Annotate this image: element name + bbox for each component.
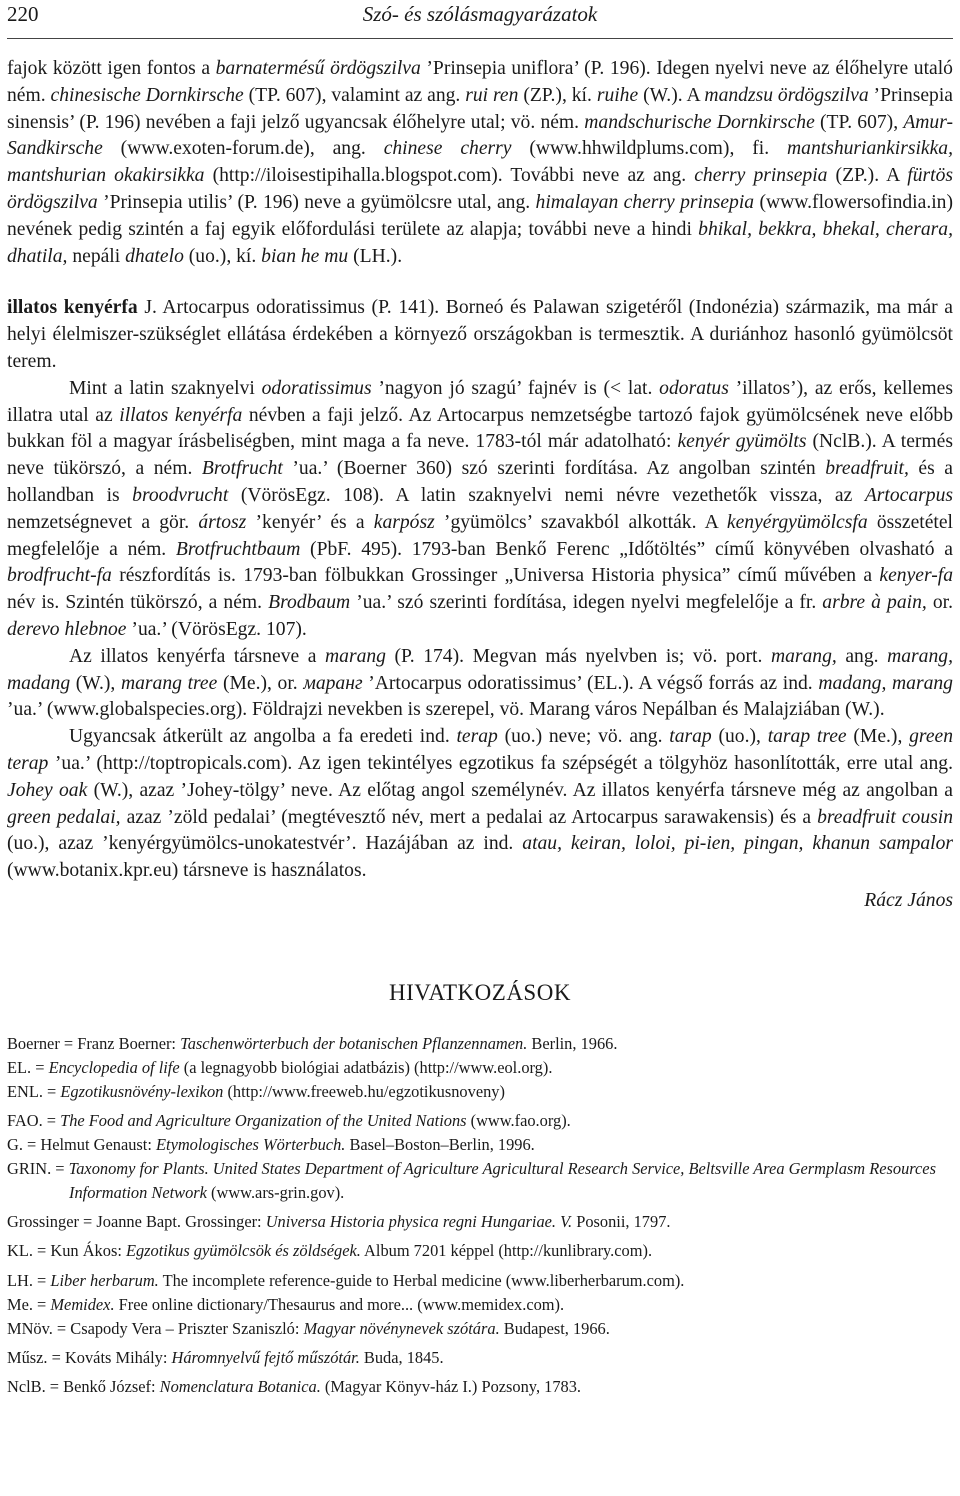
page-header	[7, 0, 953, 39]
text-run: (PbF. 495). 1793-ban Benkő Ferenc „Időtöltés” című könyvében olvasható a	[300, 538, 953, 560]
text-run: (TP. 607),	[814, 111, 904, 133]
text-run: (http://www.freeweb.hu/egzotikusnoveny)	[223, 1081, 505, 1101]
italic-text: breadfruit,	[825, 458, 909, 480]
reference-entry	[7, 1239, 953, 1263]
text-run: (www.ars-grin.gov).	[206, 1183, 345, 1203]
text-run: Free online dictionary/Thesaurus and more... (www.memidex.com).	[114, 1294, 565, 1314]
text-run: (uo.), azaz ’kenyérgyümölcs-unokatestvér’. Hazájában az ind.	[7, 833, 523, 855]
text-run: Az illatos kenyérfa társneve a	[69, 645, 325, 667]
entry-paragraph	[7, 644, 953, 724]
text-run: ’Prinsepia utilis’ (P. 196) neve a gyümölcsre utal, ang.	[97, 191, 536, 213]
text-run: Budapest, 1966.	[499, 1318, 610, 1338]
reference-entry	[7, 1157, 953, 1205]
italic-text: arbre à pain,	[822, 592, 927, 614]
italic-text: kenyérgyümölcsfa	[726, 511, 868, 533]
reference-entry	[7, 1293, 953, 1317]
entry-intro	[7, 297, 953, 372]
italic-text: Encyclopedia of life	[48, 1057, 180, 1077]
italic-text: mandzsu ördögszilva	[704, 84, 869, 106]
text-run: Berlin, 1966.	[527, 1033, 618, 1053]
italic-text: chinese cherry	[383, 138, 512, 160]
italic-text: mandschurische Dornkirsche	[584, 111, 815, 133]
italic-text: Taxonomy for Plants. United States Department of Agriculture Agricultural Research Service, Beltsville Area Germplasm Resources Information Network	[68, 1159, 936, 1203]
text-run: ang.	[836, 645, 888, 667]
italic-text: tarap tree	[767, 726, 847, 748]
text-run: (W.),	[70, 672, 121, 694]
text-run: névben a faji jelző. Az Artocarpus nemzetségbe tartozó fajok gyümölcsének neve előbb bukkan föl a magyar írásbeliségben, mint maga a fa neve. 1783-tól már adatolható:	[7, 404, 954, 453]
italic-text: madang, marang	[818, 672, 953, 694]
reference-entry	[7, 1032, 953, 1056]
italic-text: ártosz	[198, 511, 247, 533]
italic-text: tarap	[669, 726, 712, 748]
text-run: Basel–Boston–Berlin, 1996.	[345, 1135, 535, 1155]
text-run: (Me.),	[846, 726, 910, 748]
entry-paragraph	[7, 724, 953, 885]
text-run: (www.fao.org).	[466, 1110, 571, 1130]
references-title: HIVATKOZÁSOK	[389, 979, 571, 1005]
text-run: ’Prinsepia uniflora’ (P. 196). Idegen nyelvi neve az élőhelyre utaló ném.	[7, 58, 953, 106]
text-run: Ugyancsak átkerült az angolba a fa eredeti ind.	[69, 726, 457, 748]
text-run: LH. =	[7, 1270, 51, 1290]
italic-text: broodvrucht	[132, 484, 229, 506]
text-run: ’ua.’ (VörösEgz. 107).	[126, 618, 307, 640]
text-run: (uo.) neve; vö. ang.	[497, 726, 670, 748]
running-title: Szó- és szólásmagyarázatok	[362, 2, 598, 26]
italic-text: dhatelo	[125, 245, 184, 267]
reference-entry	[7, 1056, 953, 1080]
reference-entry	[7, 1375, 953, 1399]
text-run: név is. Szintén tükörszó, a ném.	[7, 592, 269, 614]
italic-text: marang tree	[120, 672, 218, 694]
text-run: (Me.), or.	[217, 672, 304, 694]
text-run: Boerner = Franz Boerner:	[7, 1033, 181, 1053]
text-run: Posonii, 1797.	[572, 1212, 671, 1232]
italic-text: Universa Historia physica regni Hungariae. V.	[265, 1212, 573, 1232]
italic-text: green terap	[7, 726, 954, 774]
text-run: or.	[926, 592, 953, 614]
text-run: Műsz. = Kováts Mihály:	[7, 1347, 172, 1367]
italic-text: himalayan cherry prinsepia	[535, 191, 755, 213]
italic-text: Etymologisches Wörterbuch.	[156, 1135, 346, 1155]
italic-text: Amur-Sandkirsche	[7, 111, 953, 160]
text-run: The incomplete reference-guide to Herbal medicine (www.liberherbarum.com).	[158, 1270, 685, 1290]
text-run: (www.botanix.kpr.eu) társneve is használatos.	[7, 860, 367, 882]
italic-text: bian he mu	[261, 245, 349, 267]
text-run: (www.flowersofindia.in) nevének pedig szintén a faj egyik előfordulási területe az alapja; további neve a hindi	[7, 191, 953, 240]
text-run: ENL. =	[7, 1081, 61, 1101]
italic-text: marang, madang	[7, 645, 953, 694]
text-run: (Magyar Könyv-ház I.) Pozsony, 1783.	[320, 1376, 582, 1396]
author-signature: Rácz János	[864, 889, 953, 911]
text-run: Me. =	[7, 1294, 51, 1314]
italic-text: odoratissimus	[261, 377, 372, 399]
italic-text: Johey oak	[7, 779, 88, 801]
italic-text: fürtös ördögszilva	[7, 165, 953, 213]
text-run: Album 7201 képpel (http://kunlibrary.com).	[360, 1241, 653, 1261]
italic-text: kenyer-fa	[879, 565, 953, 587]
text-run: KL. = Kun Ákos:	[7, 1241, 126, 1261]
text-run: (TP. 607), valamint az ang.	[243, 84, 466, 106]
italic-text: derevo hlebnoe	[7, 618, 127, 640]
text-run: ’nagyon jó szagú’ fajnév is (< lat.	[371, 377, 660, 399]
entry-first-paragraph	[7, 295, 953, 375]
text-run: ’ua.’ (http://toptropicals.com). Az igen tekintélyes egzotikus fa szépségét a tölgyhöz hasonlították, erre utal ang.	[48, 752, 953, 774]
reference-entry	[7, 1080, 953, 1104]
text-run: G. = Helmut Genaust:	[7, 1135, 156, 1155]
italic-text: Memidex.	[50, 1294, 115, 1314]
reference-entry	[7, 1269, 953, 1293]
text-run: azaz ’zöld pedalai’ (megtévesztő név, mert a pedalai az Artocarpus sarawakensis) és a	[120, 806, 818, 828]
text-run: ’illatos’), az erős, kellemes illatra utal az	[7, 377, 953, 426]
text-run: (W.). A	[638, 84, 705, 106]
italic-text: green pedalai,	[7, 806, 121, 828]
italic-text: odoratus	[659, 377, 729, 399]
italic-text: terap	[456, 726, 498, 748]
text-run: (www.exoten-forum.de), ang.	[102, 138, 384, 160]
text-run: (LH.).	[348, 245, 403, 267]
text-run: (a legnagyobb biológiai adatbázis) (http://www.eol.org).	[179, 1057, 553, 1077]
text-run: nepáli	[67, 245, 126, 267]
italic-text: chinesische Dornkirsche	[50, 84, 244, 106]
italic-text: breadfruit cousin	[817, 806, 953, 828]
italic-text: The Food and Agriculture Organization of the United Nations	[60, 1110, 467, 1130]
page	[7, 0, 953, 1399]
italic-text: Egzotikusnövény-lexikon	[60, 1081, 224, 1101]
text-run: fajok között igen fontos a	[7, 58, 216, 79]
reference-entry	[7, 1346, 953, 1370]
text-run: (www.hhwildplums.com), fi.	[511, 138, 787, 160]
italic-text: barnatermésű ördögszilva	[215, 58, 421, 79]
article-body	[7, 56, 953, 915]
italic-text: маранг	[303, 672, 363, 694]
text-run: (P. 174). Megvan más nyelvben is; vö. port.	[385, 645, 771, 667]
italic-text: marang	[325, 645, 386, 667]
text-run: ’ua.’ (www.globalspecies.org). Földrajzi nevekben is szerepel, vö. Marang város Nepálban és Malajziában (W.).	[7, 699, 885, 721]
entry-paragraph	[7, 376, 953, 644]
italic-text: mantshuriankirsikka, mantshurian okakirsikka	[7, 138, 953, 187]
reference-entry	[7, 1317, 953, 1341]
italic-text: kenyér gyümölts	[677, 431, 807, 453]
italic-text: Magyar növénynevek szótára.	[303, 1318, 500, 1338]
text-run: Grossinger = Joanne Bapt. Grossinger:	[7, 1212, 266, 1232]
continued-paragraph	[7, 56, 953, 270]
text-run: nemzetségnevet a gör.	[7, 511, 199, 533]
page-number: 220	[7, 2, 39, 26]
text-run: MNöv. = Csapody Vera – Priszter Szaniszló:	[7, 1318, 304, 1338]
text-run: összetétel megfelelője a ném.	[7, 511, 953, 560]
text-run: ’kenyér’ és a	[246, 511, 374, 533]
text-run: részfordítás is. 1793-ban fölbukkan Grossinger „Universa Historia physica” című művében a	[111, 565, 880, 587]
italic-text: rui ren	[465, 84, 519, 106]
italic-text: brodfrucht-fa	[7, 565, 112, 587]
text-run: FAO. =	[7, 1110, 61, 1130]
italic-text: Taschenwörterbuch der botanischen Pflanzennamen.	[180, 1033, 528, 1053]
italic-text: Egzotikus gyümölcsök és zöldségek.	[125, 1241, 361, 1261]
text-run: NclB. = Benkő József:	[7, 1376, 160, 1396]
text-run: ’Artocarpus odoratissimus’ (EL.). A végső forrás az ind.	[362, 672, 819, 694]
italic-text: cherry prinsepia	[694, 165, 828, 187]
text-run: ’ua.’ (Boerner 360) szó szerinti fordítása. Az angolban szintén	[282, 458, 826, 480]
text-run: (uo.),	[711, 726, 768, 748]
italic-text: Nomenclatura Botanica.	[159, 1376, 321, 1396]
text-run: (uo.), kí.	[183, 245, 262, 267]
text-run: J. Artocarpus odoratissimus (P. 141). Borneó és Palawan szigetéről (Indonézia) származik, ma már a helyi élelmiszer-szükséglet ellátása érdekében a környező országokban is termesztik. A duriánhoz hasonló gyümölcsöt terem.	[7, 297, 953, 372]
text-run: (ZP.), kí.	[518, 84, 597, 106]
italic-text: Brodbaum	[268, 592, 351, 614]
text-run: (ZP.). A	[827, 165, 908, 187]
italic-text: marang,	[770, 645, 837, 667]
italic-text: illatos kenyérfa	[119, 404, 243, 426]
italic-text: Háromnyelvű fejtő műszótár.	[171, 1347, 360, 1367]
text-run: ’gyümölcs’ szavakból alkották. A	[434, 511, 727, 533]
reference-entry	[7, 1109, 953, 1133]
references-list	[7, 1032, 953, 1399]
italic-text: karpósz	[373, 511, 435, 533]
italic-text: ruihe	[596, 84, 639, 106]
text-run: (NclB.). A termés neve tükörszó, a ném.	[7, 431, 953, 480]
text-run: ’ua.’ szó szerinti fordítása, idegen nyelvi megfelelője a fr.	[350, 592, 823, 614]
italic-text: Brotfruchtbaum	[175, 538, 301, 560]
reference-entry	[7, 1210, 953, 1234]
reference-entry	[7, 1133, 953, 1157]
entry-headword: illatos kenyérfa	[7, 297, 138, 319]
text-run: Mint a latin szaknyelvi	[69, 377, 262, 399]
text-run: (W.), azaz ’Johey-tölgy’ neve. Az előtag angol személynév. Az illatos kenyérfa társneve még az angolban a	[87, 779, 954, 801]
italic-text: Liber herbarum.	[50, 1270, 159, 1290]
italic-text: atau, keiran, loloi, pi-ien, pingan, khanun sampalor	[522, 833, 953, 855]
text-run: (VörösEgz. 108). A latin szaknyelvi nemi névre vezethetők vissza, az	[228, 484, 865, 506]
italic-text: Brotfrucht	[201, 458, 283, 480]
text-run: és a hollandban is	[7, 458, 953, 506]
text-run: GRIN. =	[7, 1159, 69, 1179]
text-run: EL. =	[7, 1057, 49, 1077]
text-run: Buda, 1845.	[359, 1347, 444, 1367]
italic-text: Artocarpus	[864, 484, 953, 506]
italic-text: bhikal, bekkra, bhekal, cherara, dhatila,	[7, 218, 953, 267]
text-run: ’Prinsepia sinensis’ (P. 196) nevében a faji jelző ugyancsak élőhelyre utal; vö. ném.	[7, 84, 953, 133]
text-run: (http://iloisestipihalla.blogspot.com). További neve az ang.	[204, 165, 695, 187]
